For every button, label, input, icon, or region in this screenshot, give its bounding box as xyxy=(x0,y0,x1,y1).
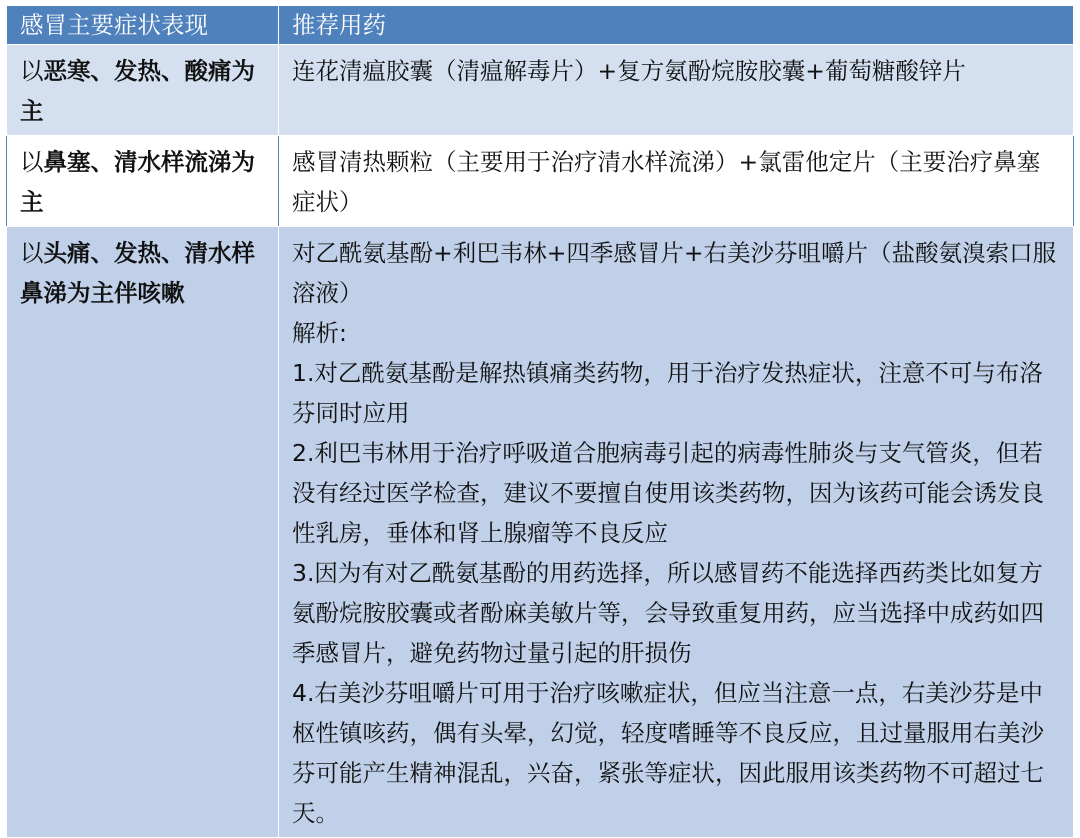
analysis-item-1: 1.对乙酰氨基酚是解热镇痛类药物，用于治疗发热症状，注意不可与布洛芬同时应用 xyxy=(292,359,1043,427)
symptom-cell xyxy=(7,45,279,136)
symptom-prefix: 以 xyxy=(20,57,44,85)
header-medicine: 推荐用药 xyxy=(279,6,1074,45)
table-header-row xyxy=(7,6,1074,45)
analysis-item-4: 4.右美沙芬咀嚼片可用于治疗咳嗽症状，但应当注意一点，右美沙芬是中枢性镇咳药，偶有头晕，幻觉，轻度嗜睡等不良反应，且过量服用右美沙芬可能产生精神混乱，兴奋，紧张等症状，因此服用该类药物不可超过七天。 xyxy=(292,679,1044,827)
analysis-label: 解析: xyxy=(292,319,347,347)
symptom-text: 恶寒、发热、酸痛为主 xyxy=(20,57,255,125)
medicine-cell xyxy=(279,227,1074,838)
table-row xyxy=(7,136,1074,227)
table-row xyxy=(7,45,1074,136)
header-symptoms: 感冒主要症状表现 xyxy=(7,6,279,45)
symptom-text: 头痛、发热、清水样鼻涕为主伴咳嗽 xyxy=(20,239,255,307)
symptom-prefix: 以 xyxy=(20,239,44,267)
symptom-cell xyxy=(7,227,279,838)
symptom-cell xyxy=(7,136,279,227)
analysis-item-3: 3.因为有对乙酰氨基酚的用药选择，所以感冒药不能选择西药类比如复方氨酚烷胺胶囊或者酚麻美敏片等，会导致重复用药，应当选择中成药如四季感冒片，避免药物过量引起的肝损伤 xyxy=(292,559,1044,667)
table-row xyxy=(7,227,1074,838)
medicine-text: 对乙酰氨基酚+利巴韦林+四季感冒片+右美沙芬咀嚼片（盐酸氨溴索口服溶液） xyxy=(292,239,1057,307)
medication-table xyxy=(6,5,1074,838)
symptom-prefix: 以 xyxy=(20,148,44,176)
medicine-cell: 连花清瘟胶囊（清瘟解毒片）+复方氨酚烷胺胶囊+葡萄糖酸锌片 xyxy=(279,45,1074,136)
analysis-item-2: 2.利巴韦林用于治疗呼吸道合胞病毒引起的病毒性肺炎与支气管炎，但若没有经过医学检查，建议不要擅自使用该类药物，因为该药可能会诱发良性乳房，垂体和肾上腺瘤等不良反应 xyxy=(292,439,1044,547)
medicine-cell: 感冒清热颗粒（主要用于治疗清水样流涕）+氯雷他定片（主要治疗鼻塞症状） xyxy=(279,136,1074,227)
symptom-text: 鼻塞、清水样流涕为主 xyxy=(20,148,255,216)
